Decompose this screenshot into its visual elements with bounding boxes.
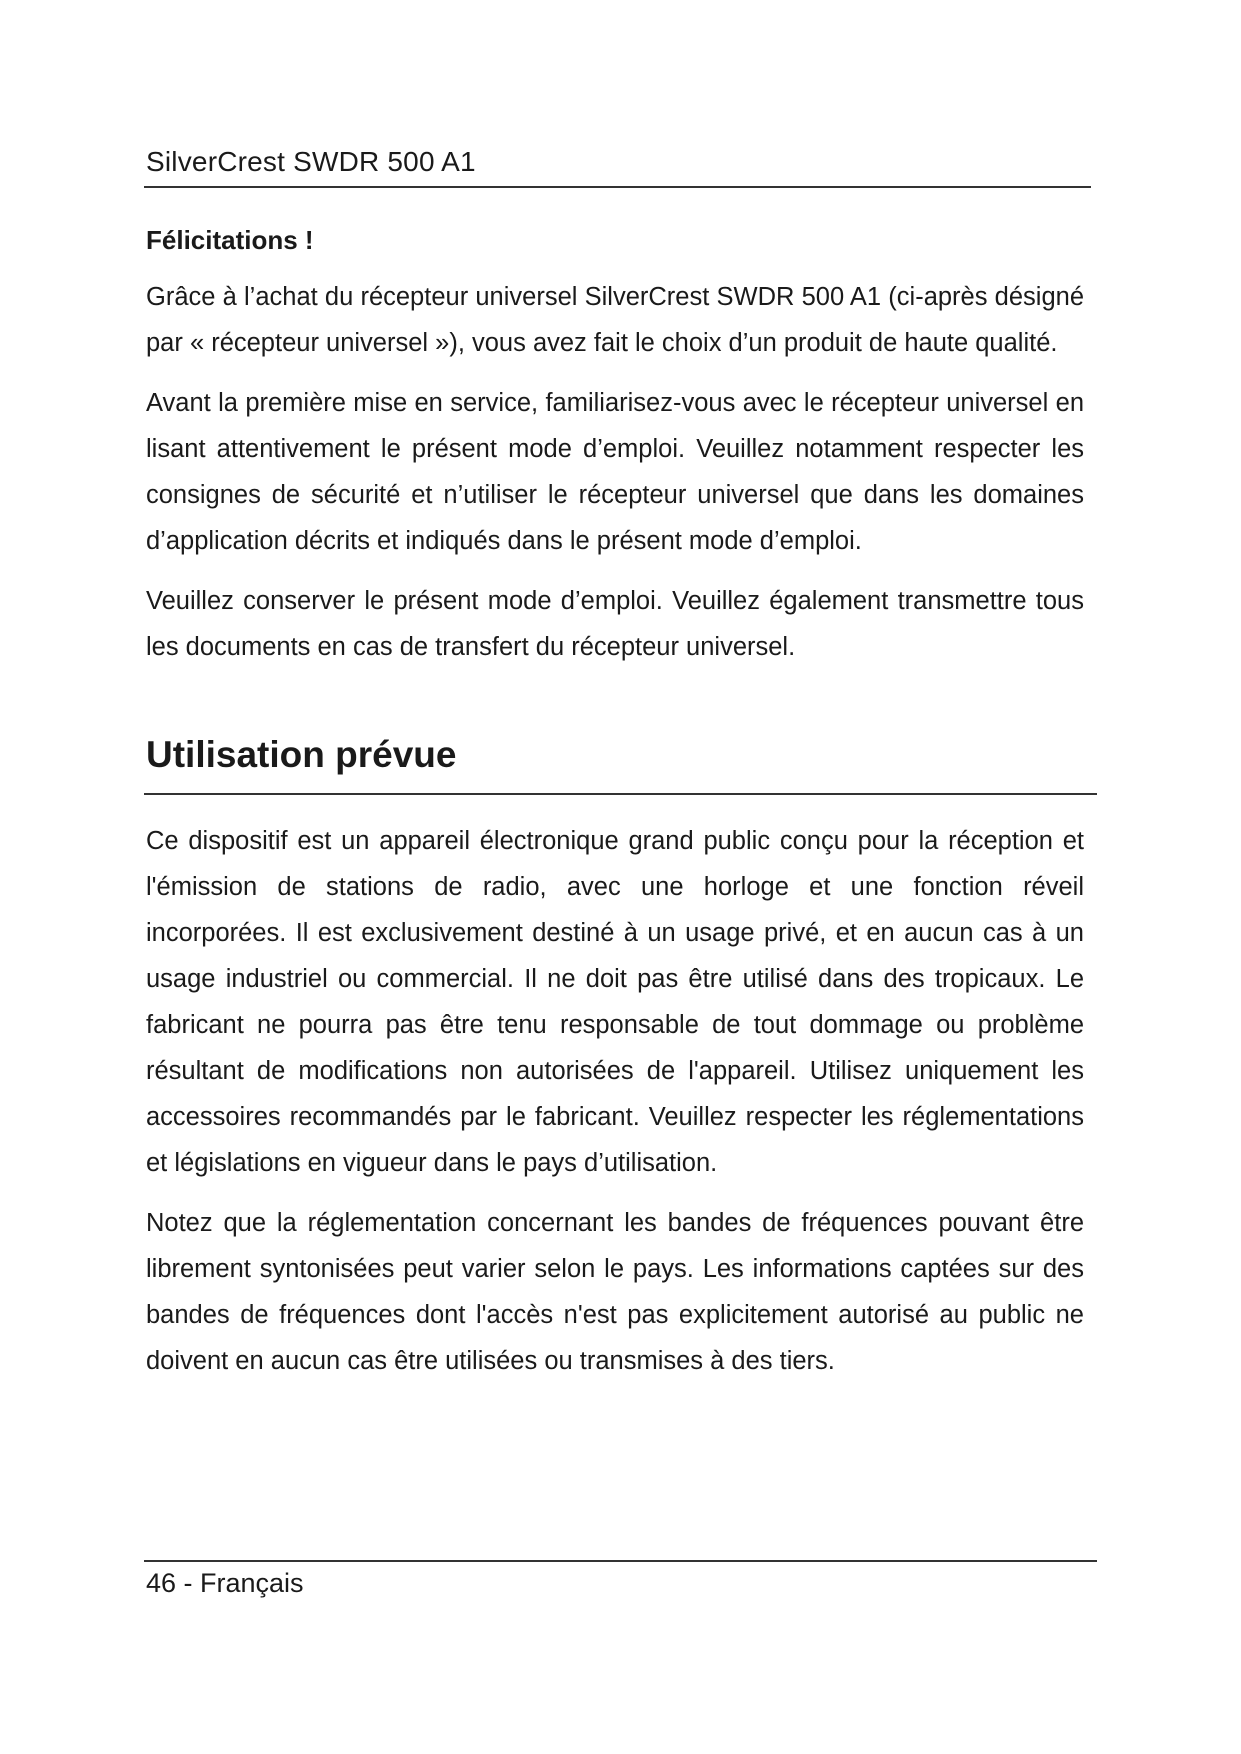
congratulations-section	[146, 274, 1084, 670]
paragraph: Grâce à l’achat du récepteur universel SilverCrest SWDR 500 A1 (ci-après désigné par « récepteur universel »), vous avez fait le choix d’un produit de haute qualité.	[146, 283, 1084, 357]
section-heading-intended-use: Utilisation prévue	[146, 734, 457, 775]
paragraph: Notez que la réglementation concernant les bandes de fréquences pouvant être librement syntonisées peut varier selon le pays. Les informations captées sur des bandes de fréquences dont l'accès n'est pas explicitement autorisé au public ne doivent en aucun cas être utilisées ou transmises à des tiers.	[146, 1209, 1084, 1375]
paragraph: Veuillez conserver le présent mode d’emploi. Veuillez également transmettre tous les documents en cas de transfert du récepteur universel.	[146, 587, 1084, 661]
intended-use-section	[146, 818, 1084, 1384]
header-divider	[144, 186, 1091, 188]
paragraph: Avant la première mise en service, familiarisez-vous avec le récepteur universel en lisant attentivement le présent mode d’emploi. Veuillez notamment respecter les consignes de sécurité et n’utiliser le récepteur universel que dans les domaines d’application décrits et indiqués dans le présent mode d’emploi.	[146, 389, 1084, 555]
footer-divider	[144, 1560, 1097, 1562]
section-divider	[144, 793, 1097, 795]
running-header: SilverCrest SWDR 500 A1	[146, 146, 476, 177]
page-footer: 46 - Français	[146, 1568, 304, 1598]
paragraph: Ce dispositif est un appareil électronique grand public conçu pour la réception et l'émission de stations de radio, avec une horloge et une fonction réveil incorporées. Il est exclusivement destiné à un usage privé, et en aucun cas à un usage industriel ou commercial. Il ne doit pas être utilisé dans des tropicaux. Le fabricant ne pourra pas être tenu responsable de tout dommage ou problème résultant de modifications non autorisées de l'appareil. Utilisez uniquement les accessoires recommandés par le fabricant. Veuillez respecter les réglementations et législations en vigueur dans le pays d’utilisation.	[146, 827, 1084, 1177]
congratulations-heading: Félicitations !	[146, 225, 314, 255]
